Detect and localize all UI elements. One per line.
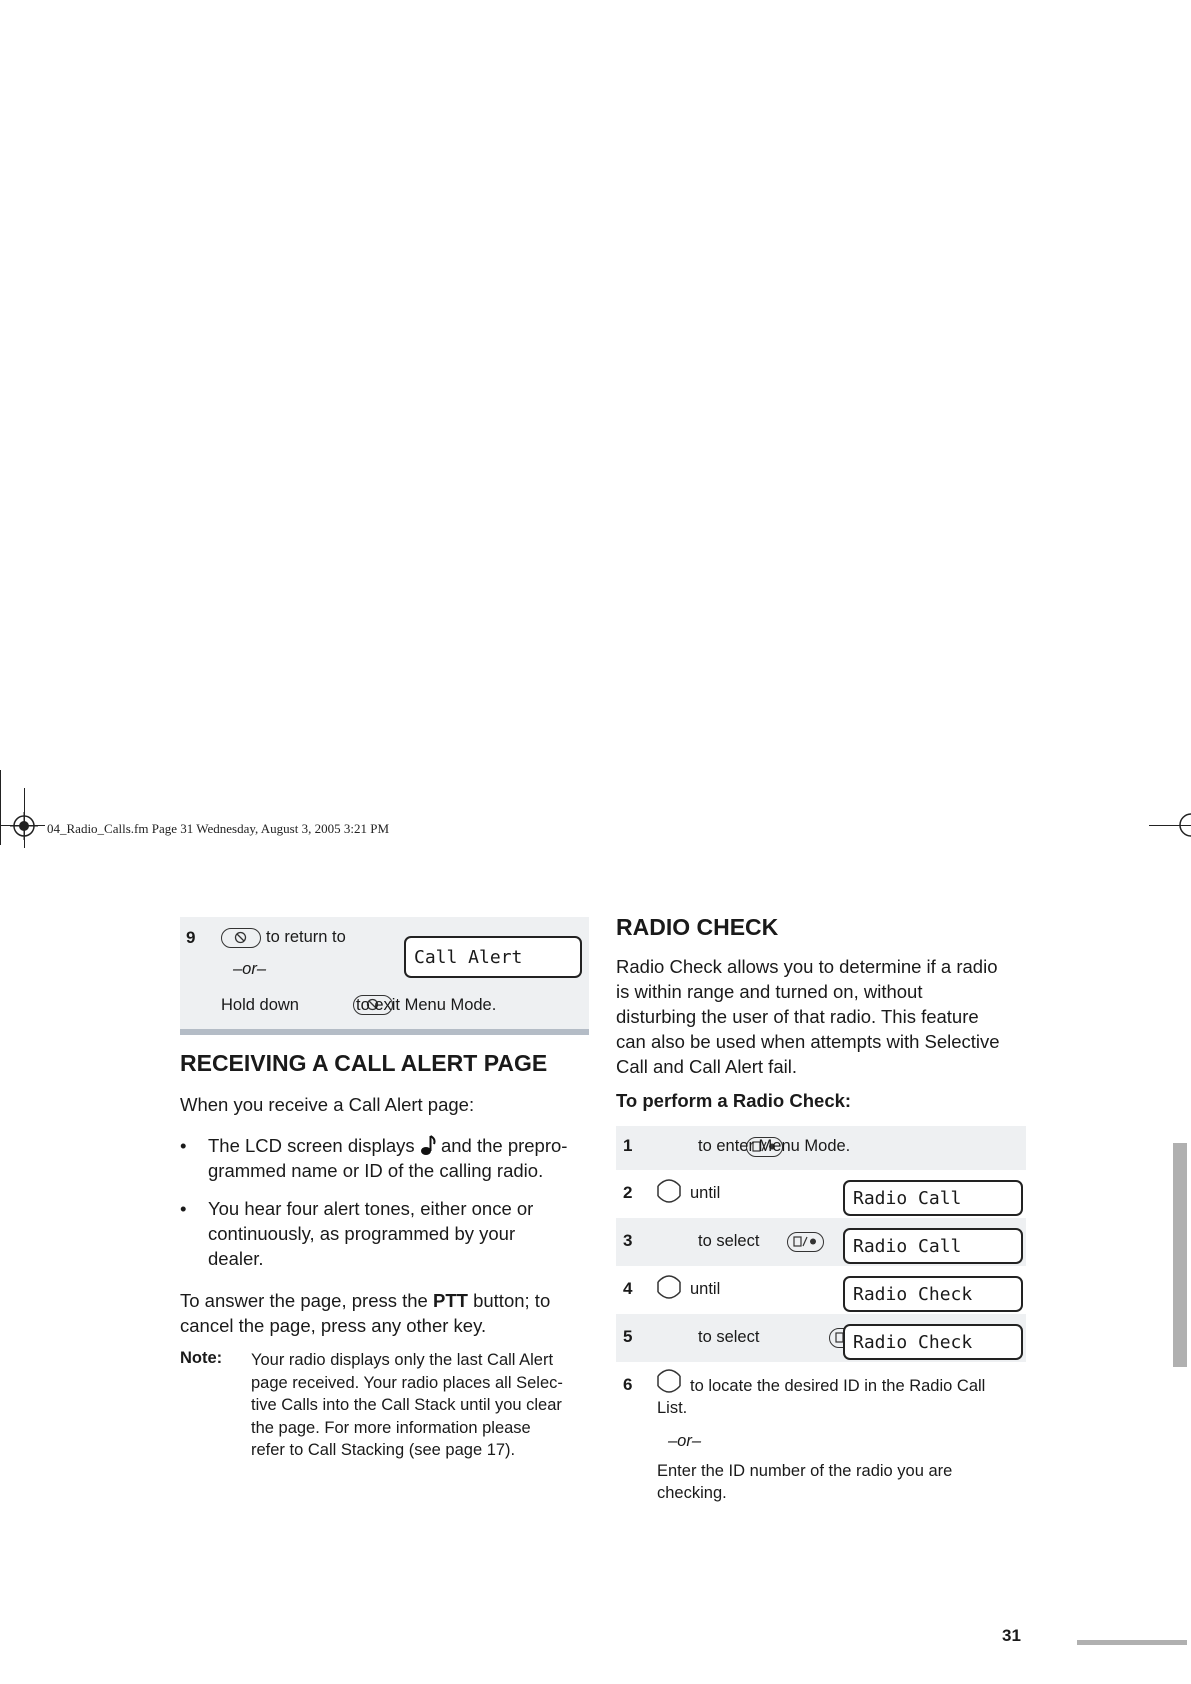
receiving-intro: When you receive a Call Alert page: (180, 1094, 475, 1115)
bullet-text: continuously, as programmed by your (208, 1223, 516, 1244)
menu-select-button-icon (787, 1232, 824, 1252)
section-title-radio-check: RADIO CHECK (616, 914, 779, 940)
list-item: • The LCD screen displays and the prepro- grammed name or ID of the calling radio. (180, 1135, 568, 1181)
bullet-text: You hear four alert tones, either once or (208, 1198, 534, 1219)
lcd-display: Radio Check (843, 1276, 1023, 1312)
section-title-receiving-call-alert: RECEIVING A CALL ALERT PAGE (180, 1050, 548, 1076)
bullet-text: The LCD screen displays (208, 1135, 415, 1156)
lcd-display: Radio Check (843, 1324, 1023, 1360)
step-number: 3 (623, 1231, 633, 1250)
step-number: 4 (623, 1279, 633, 1298)
note-label: Note: (180, 1349, 223, 1367)
step-6-alt: checking. (657, 1484, 727, 1502)
list-item: • You hear four alert tones, either once or continuously, as programmed by your dealer. (180, 1198, 534, 1269)
step-number: 2 (623, 1183, 633, 1202)
bullet-list (180, 1133, 600, 1271)
step-9-text: to return to (266, 928, 346, 946)
step-6-alt: Enter the ID number of the radio you are (657, 1462, 953, 1480)
up-down-arrow-icon (654, 1363, 684, 1399)
step-number: 1 (623, 1136, 633, 1155)
lcd-display: Call Alert (404, 936, 582, 978)
procedure-title: To perform a Radio Check: (616, 1090, 852, 1111)
bullet-text: dealer. (208, 1248, 264, 1269)
step-2-text: until (690, 1184, 721, 1202)
answer-paragraph (180, 1288, 600, 1338)
file-header: 04_Radio_Calls.fm Page 31 Wednesday, August 3, 2005 3:21 PM (47, 821, 389, 836)
step-9-or: –or– (233, 960, 267, 978)
note-line: page received. Your radio places all Selec- (251, 1373, 563, 1392)
answer-text: cancel the page, press any other key. (180, 1315, 487, 1336)
intro-line: Radio Check allows you to determine if a radio (616, 956, 998, 977)
step-6-text: to locate the desired ID in the Radio Call (690, 1377, 986, 1395)
radio-check-intro (616, 954, 1036, 1079)
ptt-bold: PTT (433, 1290, 468, 1311)
step-number: 6 (623, 1375, 633, 1394)
step-number: 5 (623, 1327, 633, 1346)
intro-line: Call and Call Alert fail. (616, 1056, 797, 1077)
bullet-text: grammed name or ID of the calling radio. (208, 1160, 544, 1181)
step-6-text: List. (657, 1399, 688, 1417)
step-5-text: to select (698, 1328, 760, 1346)
side-thumb-tab (1173, 1143, 1187, 1367)
footer-bar (1077, 1640, 1187, 1645)
lcd-display: Radio Call (843, 1228, 1023, 1264)
note-body (251, 1349, 601, 1462)
answer-text: button; to (473, 1290, 551, 1311)
note-line: refer to Call Stacking (see page 17). (251, 1441, 516, 1459)
lcd-display: Radio Call (843, 1180, 1023, 1216)
intro-line: disturbing the user of that radio. This feature (616, 1006, 979, 1027)
step-1-text: to enter Menu Mode. (698, 1137, 851, 1155)
bullet-text: and the prepro- (440, 1135, 568, 1156)
music-note-icon (420, 1134, 436, 1156)
up-down-arrow-icon (654, 1269, 684, 1305)
step-6-or: –or– (668, 1432, 702, 1450)
intro-line: can also be used when attempts with Selective (616, 1031, 1000, 1052)
step-number: 9 (186, 928, 196, 947)
registration-target-right-icon (1178, 812, 1191, 838)
step-9-hold-post: to exit Menu Mode. (356, 996, 497, 1014)
up-down-arrow-icon (654, 1173, 684, 1209)
step-4-text: until (690, 1280, 721, 1298)
crop-mark-left-vertical (0, 770, 1, 845)
note-line: tive Calls into the Call Stack until you clear (251, 1396, 562, 1414)
page-number: 31 (1002, 1626, 1021, 1645)
step-3-text: to select (698, 1232, 760, 1250)
step-9-hold-pre: Hold down (221, 996, 299, 1014)
registration-target-icon (10, 812, 38, 840)
intro-line: is within range and turned on, without (616, 981, 923, 1002)
note-line: Your radio displays only the last Call Alert (251, 1351, 554, 1369)
answer-text: To answer the page, press the (180, 1290, 428, 1311)
exit-button-icon (221, 928, 261, 948)
note-line: the page. For more information please (251, 1418, 531, 1437)
